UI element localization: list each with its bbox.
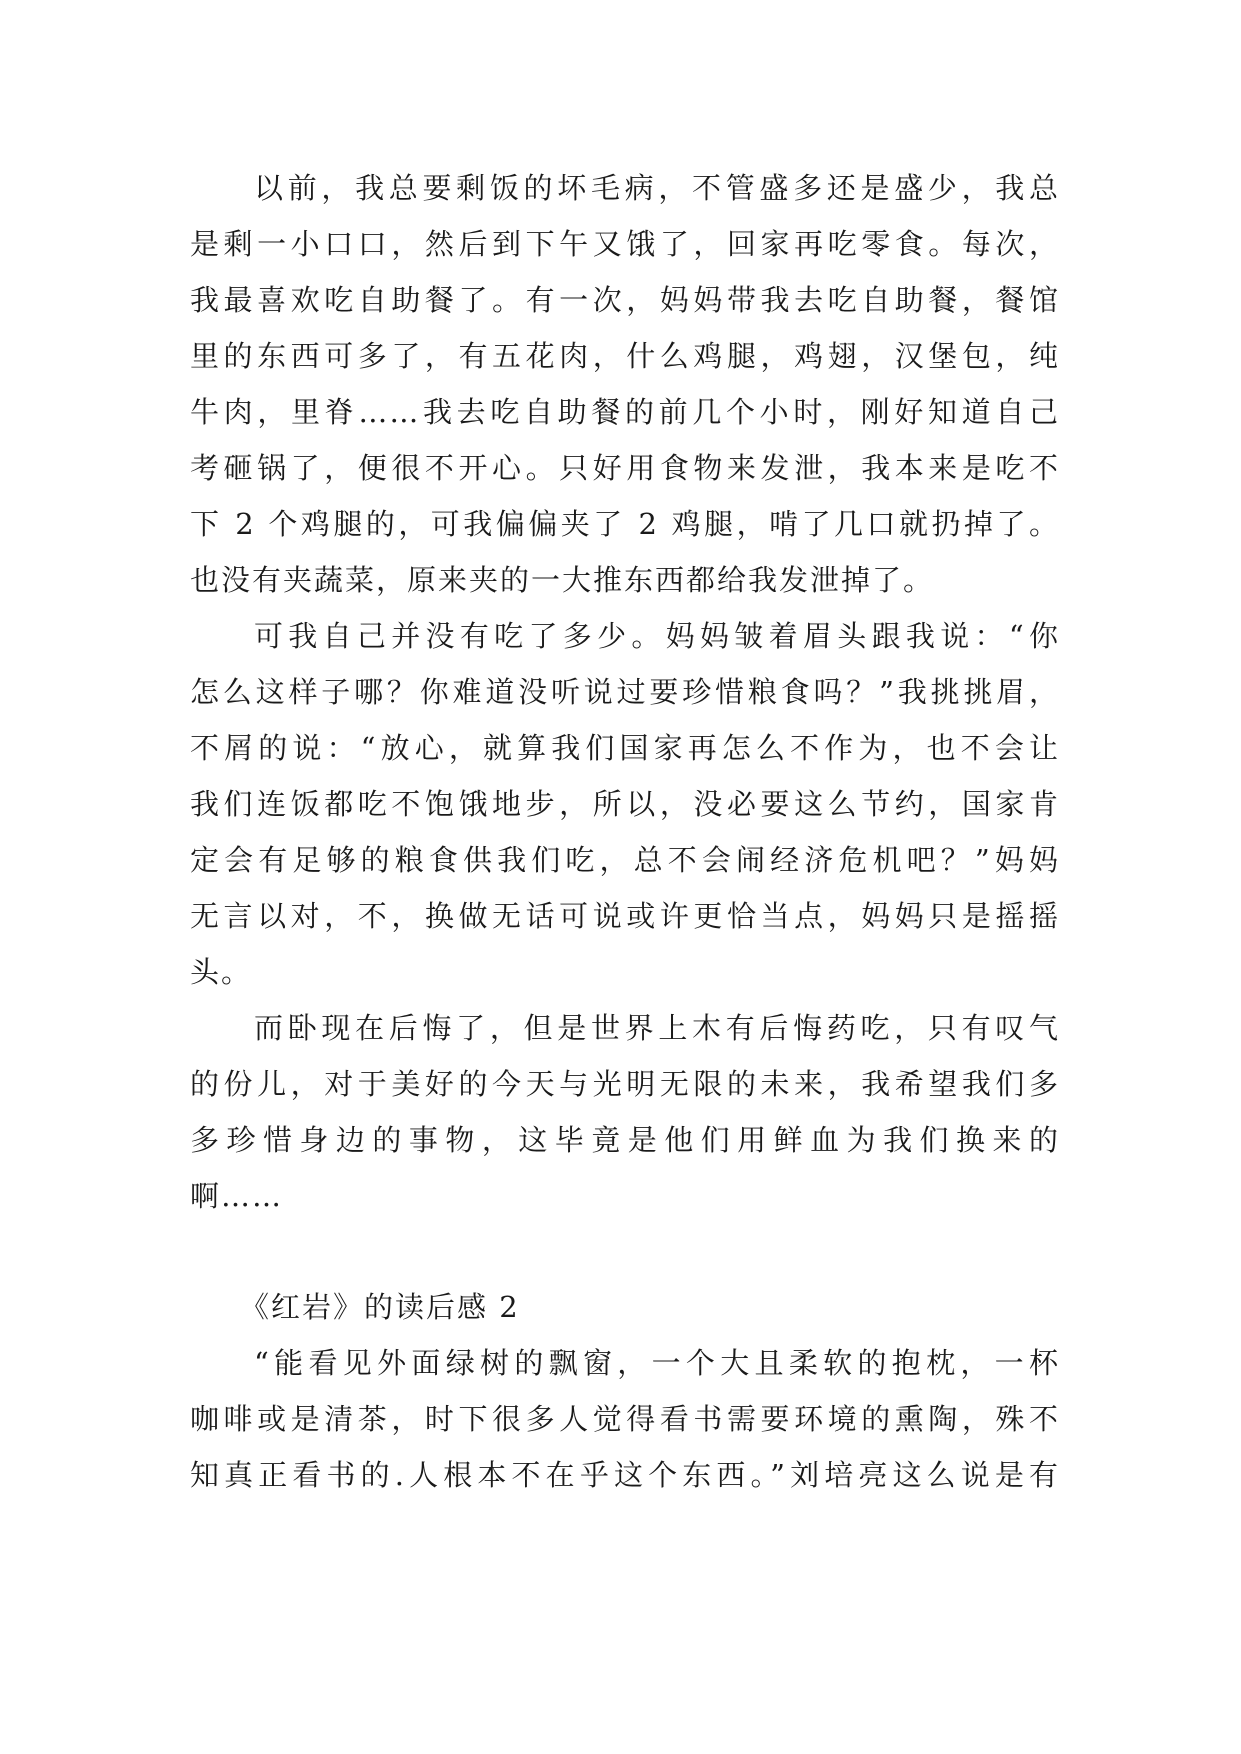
paragraph-line: “能看见外面绿树的飘窗，一个大且柔软的抱枕，一杯 (254, 1346, 1060, 1380)
paragraph-line: 是剩一小口口，然后到下午又饿了，回家再吃零食。每次， (190, 227, 1060, 261)
paragraph-line: 啊…… (190, 1179, 284, 1213)
paragraph-line: 牛肉，里脊……我去吃自助餐的前几个小时，刚好知道自己 (190, 395, 1060, 429)
paragraph-line: 的份儿，对于美好的今天与光明无限的未来，我希望我们多 (190, 1067, 1060, 1101)
paragraph-line: 多珍惜身边的事物，这毕竟是他们用鲜血为我们换来的 (190, 1123, 1060, 1157)
section-spacer (190, 1224, 1060, 1279)
paragraph-4 (190, 1335, 1060, 1503)
paragraph-line: 可我自己并没有吃了多少。妈妈皱着眉头跟我说：“你 (254, 619, 1060, 653)
paragraph-line: 怎么这样子哪？你难道没听说过要珍惜粮食吗？”我挑挑眉， (190, 675, 1060, 709)
paragraph-line: 知真正看书的.人根本不在乎这个东西。”刘培亮这么说是有 (190, 1458, 1060, 1492)
paragraph-line: 我最喜欢吃自助餐了。有一次，妈妈带我去吃自助餐，餐馆 (190, 283, 1060, 317)
paragraph-line: 咖啡或是清茶，时下很多人觉得看书需要环境的熏陶，殊不 (190, 1402, 1060, 1436)
paragraph-line: 以前，我总要剩饭的坏毛病，不管盛多还是盛少，我总 (254, 171, 1060, 205)
paragraph-2 (190, 608, 1060, 1000)
paragraph-3 (190, 1000, 1060, 1224)
paragraph-line: 定会有足够的粮食供我们吃，总不会闹经济危机吧？”妈妈 (190, 843, 1060, 877)
paragraph-line: 头。 (190, 955, 253, 989)
paragraph-line: 也没有夹蔬菜，原来夹的一大推东西都给我发泄掉了。 (190, 563, 935, 597)
paragraph-line: 下 2 个鸡腿的，可我偏偏夹了 2 鸡腿，啃了几口就扔掉了。 (190, 507, 1060, 541)
paragraph-line: 而卧现在后悔了，但是世界上木有后悔药吃，只有叹气 (254, 1011, 1060, 1045)
document-body (190, 160, 1060, 1503)
paragraph-line: 考砸锅了，便很不开心。只好用食物来发泄，我本来是吃不 (190, 451, 1060, 485)
paragraph-line: 无言以对，不，换做无话可说或许更恰当点，妈妈只是摇摇 (190, 899, 1060, 933)
paragraph-line: 我们连饭都吃不饱饿地步，所以，没必要这么节约，国家肯 (190, 787, 1060, 821)
paragraph-line: 不屑的说：“放心，就算我们国家再怎么不作为，也不会让 (190, 731, 1060, 765)
paragraph-1 (190, 160, 1060, 608)
paragraph-line: 里的东西可多了，有五花肉，什么鸡腿，鸡翅，汉堡包，纯 (190, 339, 1060, 373)
section-title: 《红岩》的读后感 2 (240, 1290, 520, 1324)
